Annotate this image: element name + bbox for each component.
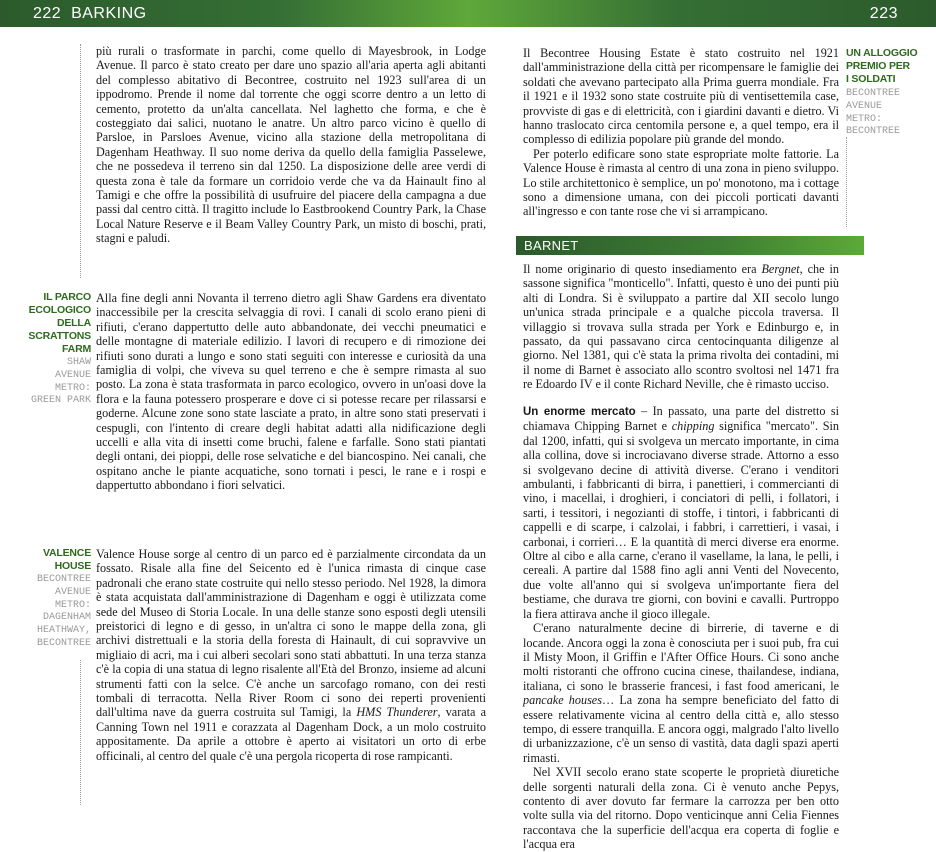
- margin-rule: [80, 660, 81, 805]
- sidebar-stations: BECONTREE AVENUE METRO: DAGENHAM HEATHWAY, BECONTREE: [36, 574, 91, 649]
- sidebar-alloggio: [846, 47, 934, 139]
- intro-text: più rurali o trasformate in parchi, come quello di Mayesbrook, in Lodge Avenue. Il parco è stato creato per dare uno spazio all'aria aperta agli abitanti del complesso abitativo di Becontree, costruito nel 1923 sull'area di un ippodromo. Prende il nome dal torrente che oggi scorre dentro a un letto di cemento, protetto da un'alta cancellata. Nel laghetto che forma, e che è costeggiato dai salici, nuotano le anatre. Un altro parco vicino è quello di Parsloe, in Parsloes Avenue, vicino alla stazione della metropolitana di Dagenham Heathway. Il suo nome deriva da quello della famiglia Passelewe, che ne possedeva il terreno sin dal 1250. La disposizione delle aree verdi di questa zona è tale da formare un corridoio verde che va da Hainault fino al Tamigi e che offre la possibilità di usufruire del piacere della campagna a due passi dal centro città. Il tragitto include lo Eastbrookend Country Park, la Chase Local Nature Reserve e il Beam Valley Country Park, un misto di boschi, prati, stagni e paludi.: [96, 44, 486, 246]
- sidebar-stations: SHAW AVENUE METRO: GREEN PARK: [30, 357, 91, 407]
- mercato-paragraph-3: Nel XVII secolo erano state scoperte le proprietà diuretiche delle sorgenti naturali della zona. Ci è venuto anche Pepys, contento di aver dovuto far fermare la carrozza per ben otto volte sulla via del ritorno. Dopo venticinque anni Celia Fiennes raccontava che la superficie dell'acqua era coperta di foglie e l'acqua era: [523, 765, 839, 852]
- mercato-paragraph-1: Un enorme mercato – In passato, una parte del distretto si chiamava Chipping Barnet e chipping significa "mercato". Sin dal 1200, infatti, qui si svolgeva un mercato importante, in cima alla collina, dove si incrociavano diverse strade. Attorno a esso si svolgevano decine di attività diverse. C'erano i venditori ambulanti, i fabbricanti di birra, i panettieri, i commercianti di vino, i macellai, i droghieri, i conciatori di pelli, i follatori, i sarti, i tessitori, i negozianti di stoffe, i tintori, i fabbricanti di cappelli e di scarpe, i calzolai, i fabbri, i carrettieri, i vasai, i carbonai, i corrieri… E la quantità di merci diverse era enorme. Oltre al cibo e alla carne, c'erano il vasellame, la lana, le pelli, i cereali. A partire dal 1588 fino agli anni Venti del Novecento, due volte all'anno qui si svolgeva un'importante fiera del bestiame, che durava tre giorni, con bovini e cavalli. Purtroppo la fiera attirava anche il gioco illegale.: [523, 404, 839, 621]
- section-heading-barnet: BARNET: [524, 238, 579, 253]
- sidebar-stations: BECONTREE AVENUE METRO: BECONTREE: [846, 88, 901, 138]
- valence-paragraph: [96, 547, 486, 763]
- barnet-intro: [523, 262, 839, 392]
- sidebar-parco: [6, 291, 91, 408]
- sidebar-title: VALENCE HOUSE: [43, 547, 91, 572]
- becontree-paragraph-2: Per poterlo edificare sono state espropriate molte fattorie. La Valence House è rimasta al centro di una zona in pieno sviluppo. Lo stile architettonico è semplice, un po' monotono, ma i cottage sono a dimensione umana, con dei piccoli porticati davanti all'ingresso e con tante rose che vi si arrampicano.: [523, 146, 839, 219]
- ship-name: HMS Thunderer: [356, 705, 438, 720]
- valence-text: Valence House sorge al centro di un parco ed è parzialmente circondata da un fossato. Risale alla fine del Seicento ed è l'unica rimasta di cinque case padronali che erano state costruite qui nello stesso periodo. Nel 1928, la dimora è stata acquistata dall'amministrazione di Dagenham e oggi è utilizzata come sede del Museo di Storia Locale. In una delle stanze sono esposti degli utensili preistorici di legno e di gesso, in un'altra ci sono le mappe della zona, gli archivi distrettuali e la storia della foresta di Hainault, di cui sopravvive un migliaio di acri, ma i cui alberi secolari sono stati abbattuti. In una terza stanza c'è la copia di una statua di legno risalente all'Età del Bronzo, insieme ad alcuni strumenti fatti con la selce. C'è anche un sarcofago romano, con dei resti tombali di terracotta. Nella River Room ci sono dei reperti provenienti dall'ultima nave da guerra costruita sul Tamigi, la HMS Thunderer, varata a Canning Town nel 1911 e corazzata al Dagenham Dock, a un molo costruito appositamente. Da aprile a ottobre è aperto ai visitatori un orto di erbe officinali, al centro del quale c'è una pergola ricoperta di rose rampicanti.: [96, 547, 486, 763]
- becontree-paragraph-1: Il Becontree Housing Estate è stato costruito nel 1921 dall'amministrazione della città per ricompensare le famiglie dei soldati che avevano partecipato alla Prima guerra mondiale. Fra il 1921 e il 1932 sono state costruite più di ventisettemila case, provviste di gas e di elettricità, con i giardini davanti e dietro. Vi hanno traslocato circa centomila persone e, a quel tempo, era il complesso di edilizia popolare più grande del mondo.: [523, 46, 839, 147]
- becontree-section: [523, 46, 839, 219]
- left-page-running-head: 222 BARKING: [33, 5, 147, 22]
- mercato-section: [523, 404, 839, 852]
- sidebar-title: IL PARCO ECOLOGICO DELLA SCRATTONS FARM: [28, 291, 91, 355]
- subsection-title: Un enorme mercato: [523, 406, 636, 418]
- mercato-paragraph-2: C'erano naturalmente decine di birrerie, di taverne e di locande. Ancora oggi la zona è conosciuta per i suoi pub, fra cui il Misty Moon, il Griffin e l'After Office Hours. Ci sono anche molti ristoranti che offrono cucina cinese, thailandese, indiana, italiana, ci sono le brasserie francesi, i fast food americani, le pancake houses… La zona ha sempre beneficiato del fatto di essere relativamente vicina al centro della città e, allo stesso tempo, di essere tranquilla. E ancora oggi, malgrado l'alto livello di urbanizzazione, c'è un senso di vastità, data dagli spazi aperti rimasti.: [523, 621, 839, 765]
- right-page-number: 223: [869, 5, 898, 22]
- margin-rule: [846, 137, 847, 227]
- parco-paragraph: [96, 291, 486, 493]
- etymology-term: Bergnet: [761, 262, 800, 276]
- parco-text: Alla fine degli anni Novanta il terreno dietro agli Shaw Gardens era diventato inaccessibile per la crescita selvaggia di rovi. I canali di scolo erano pieni di rifiuti, c'erano dappertutto delle auto abbandonate, dei vecchi pneumatici e delle montagne di materiale edilizio. I lavori di recupero e di rimozione dei rifiuti sono durati a lungo e sono stati seguiti con interesse e curiosità da una famiglia di volpi, che viveva su quel terreno e che è sempre rimasta al suo posto. La zona è stata trasformata in parco ecologico, ovvero in un'oasi dove la flora e la fauna potessero prosperare e dove ci si potesse recare per rilassarsi e goderne. Alcune zone sono state lasciate a prato, in altre sono stati preservati i cespugli, con l'intento di creare degli habitat adatti alla nidificazione degli uccelli e alla vita di insetti come bruchi, falene e farfalle. Sono stati piantati degli ontani, dei pioppi, delle rose selvatiche e del biancospino. Nei canali, che ospitano anche le piante acquatiche, sono tornati i pesci, le rane e i rospi e dappertutto abbondano i fiori selvatici.: [96, 291, 486, 493]
- margin-rule: [80, 44, 81, 278]
- intro-paragraph: [96, 44, 486, 246]
- barnet-paragraph: Il nome originario di questo insediamento era Bergnet, che in sassone significa "monticello". Infatti, questo è uno dei punti più alti di Londra. Si è sviluppato a partire dal XII secolo lungo un'unica strada principale e a qualche piccola traversa. Il villaggio si trovava sulla strada per York e Edinburgo e, in passato, da qui passavano circa centocinquanta diligenze al giorno. Nel 1381, qui c'è stata la prima rivolta dei contadini, mi il nome di Barnet è associato allo scontro svoltosi nel 1471 fra re Edoardo IV e il conte Richard Neville, che è rimasto ucciso.: [523, 262, 839, 392]
- sidebar-valence: [6, 547, 91, 651]
- sidebar-title: UN ALLOGGIO PREMIO PER I SOLDATI: [846, 47, 918, 85]
